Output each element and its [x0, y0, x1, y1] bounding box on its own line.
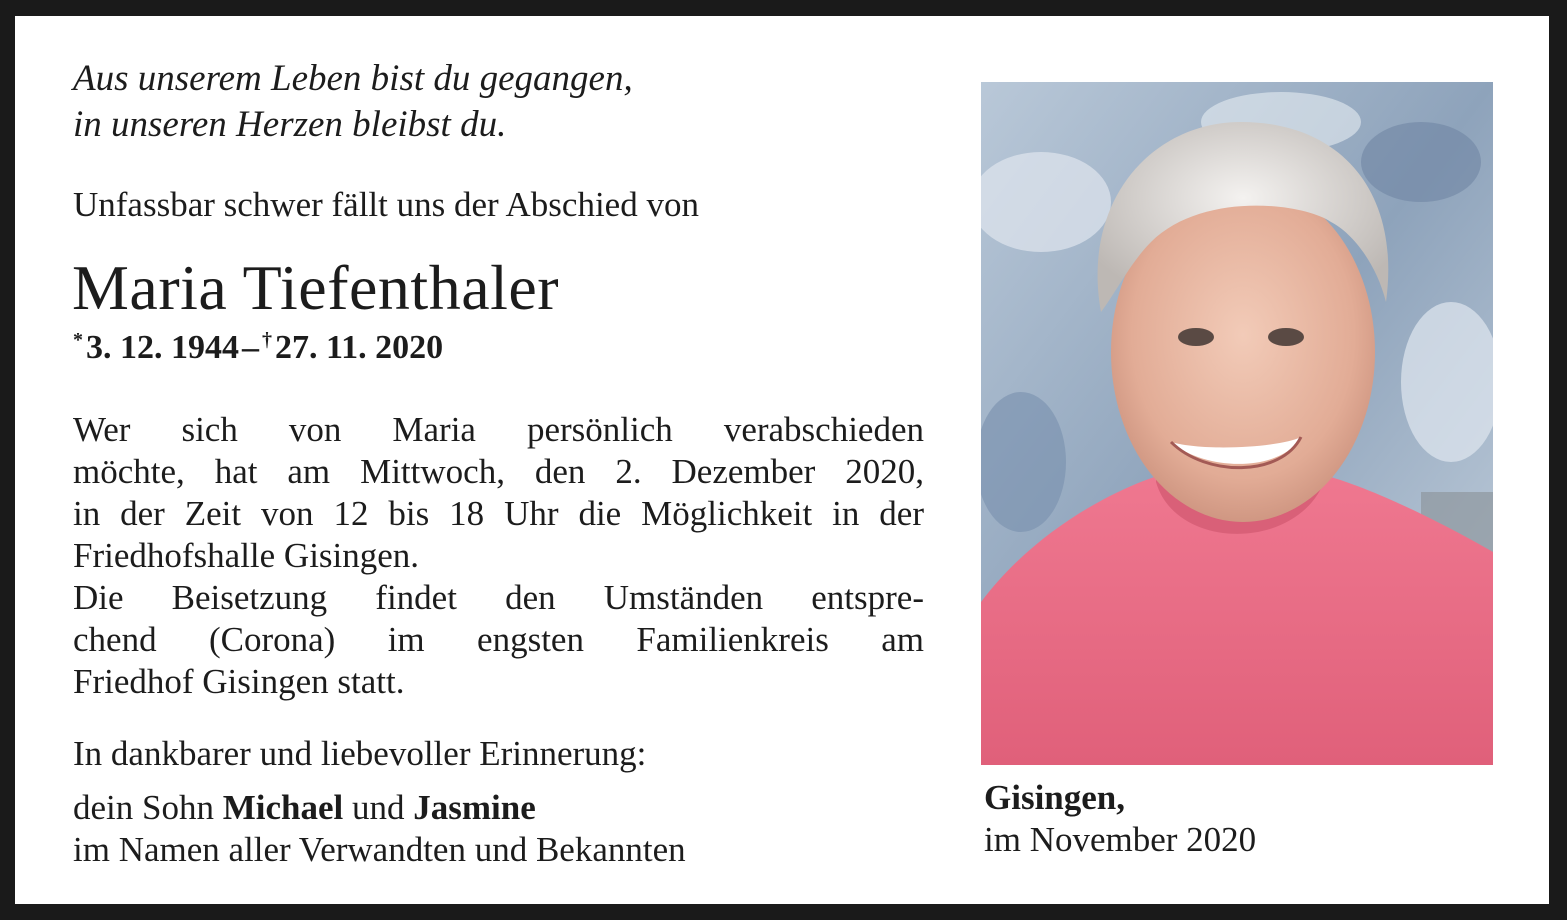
family-prefix: dein Sohn [73, 788, 214, 827]
birth-symbol: * [73, 329, 83, 351]
announcement-line: möchte, hat am Mittwoch, den 2. Dezember 2020, [73, 452, 924, 491]
announcement-line: chend (Corona) im engsten Familienkreis am [73, 620, 924, 659]
family-name-1: Michael [222, 788, 344, 827]
birth-date: 3. 12. 1944 [86, 329, 239, 366]
life-dates [73, 328, 443, 368]
location-place: Gisingen, [984, 778, 1126, 817]
motto-line-2: in unseren Herzen bleibst du. [73, 104, 507, 145]
announcement-line: Friedhofshalle Gisingen. [73, 536, 420, 575]
death-date: 27. 11. 2020 [275, 329, 444, 366]
location-date: im November 2020 [984, 820, 1257, 859]
motto-line-1: Aus unserem Leben bist du gegangen, [73, 58, 633, 99]
family-name-2: Jasmine [413, 788, 536, 827]
family-conjunction: und [352, 788, 405, 827]
death-symbol: † [262, 329, 272, 351]
portrait-photo [981, 82, 1493, 765]
family-line-1 [73, 787, 686, 829]
announcement-text [73, 409, 924, 703]
date-separator: – [242, 329, 259, 366]
family-signature [73, 787, 686, 871]
family-line-2: im Namen aller Verwandten und Bekannten [73, 830, 686, 869]
announcement-line: Friedhof Gisingen statt. [73, 662, 405, 701]
announcement-line: Wer sich von Maria persönlich verabschieden [73, 410, 924, 449]
announcement-line: Die Beisetzung findet den Umständen entspre- [73, 578, 924, 617]
announcement-line: in der Zeit von 12 bis 18 Uhr die Möglichkeit in der [73, 494, 924, 533]
memorial-motto [73, 56, 633, 148]
intro-text: Unfassbar schwer fällt uns der Abschied von [73, 185, 699, 224]
closing-line: In dankbarer und liebevoller Erinnerung: [73, 734, 647, 773]
deceased-name: Maria Tiefenthaler [72, 252, 560, 323]
